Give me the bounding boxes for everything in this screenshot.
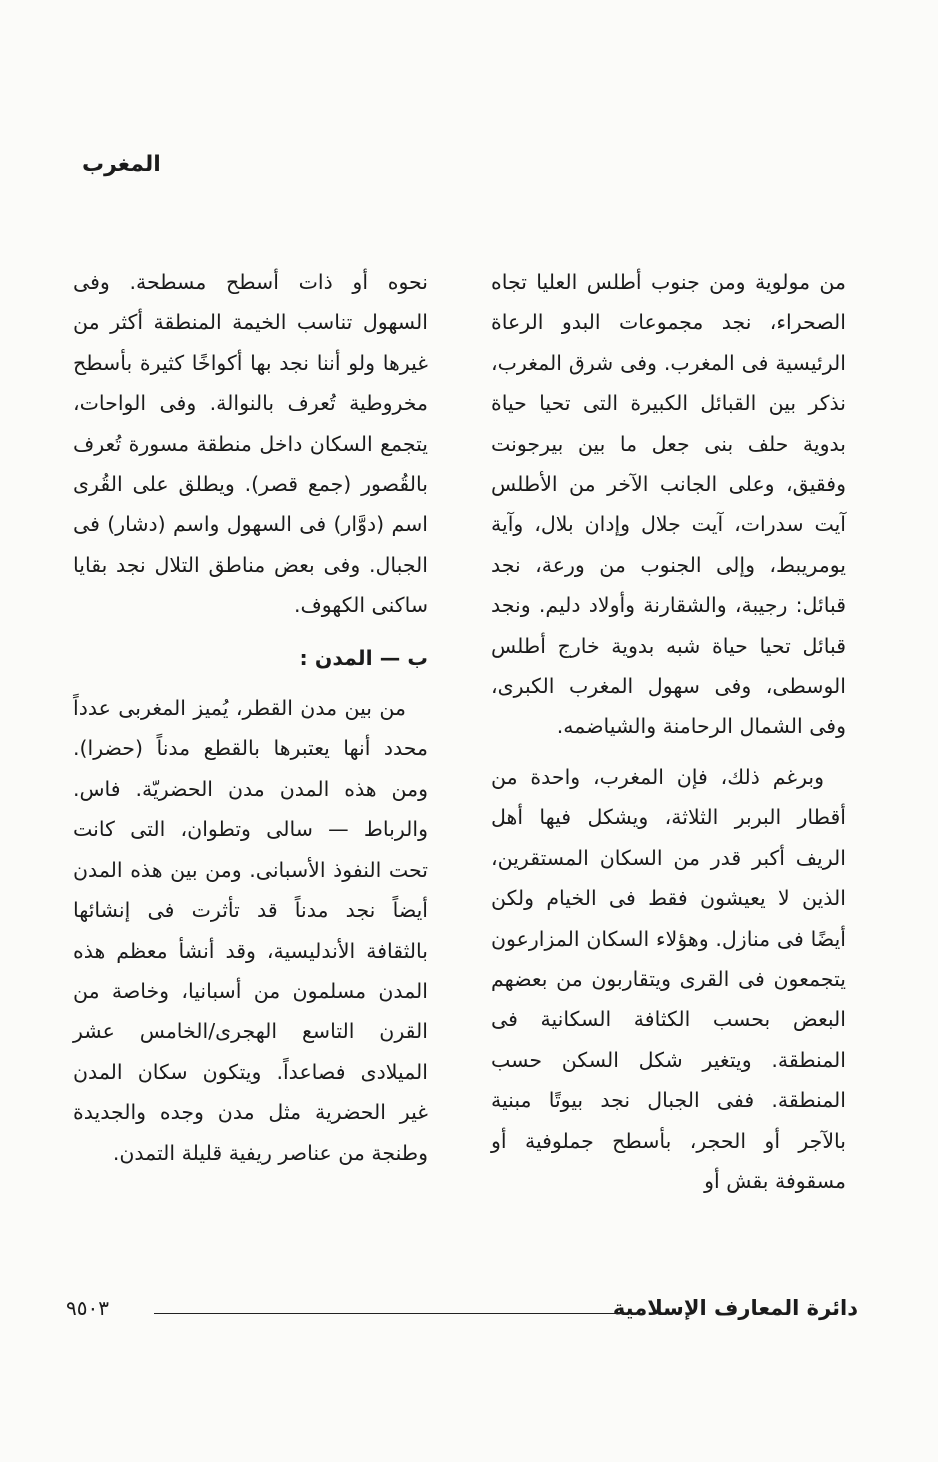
footer-rule <box>154 1313 626 1314</box>
right-column <box>491 262 846 1201</box>
page-number: ٩٥٠٣ <box>66 1296 109 1320</box>
paragraph: وبرغم ذلك، فإن المغرب، واحدة من أقطار البربر الثلاثة، ويشكل فيها أهل الريف أكبر قدر من السكان المستقرين، الذين لا يعيشون فقط فى الخيام ولكن أيضًا فى منازل. وهؤلاء السكان المزارعون يتجمعون فى القرى ويتقاربون من بعضهم البعض بحسب الكثافة السكانية فى المنطقة. ويتغير شكل السكن حسب المنطقة. ففى الجبال نجد بيوتًا مبنية بالآجر أو الحجر، بأسطح جملوفية أو مسقوفة بقش أو <box>491 764 846 1193</box>
page-footer <box>66 1296 858 1330</box>
left-column <box>73 262 428 1173</box>
journal-title: دائرة المعارف الإسلامية <box>612 1296 858 1320</box>
paragraph: من مولوية ومن جنوب أطلس العليا تجاه الصحراء، نجد مجموعات البدو الرعاة الرئيسية فى المغرب. وفى شرق المغرب، نذكر بين القبائل الكبيرة التى تحيا حياة بدوية حلف بنى جعل ما بين بيرجونت وفقيق، وعلى الجانب الآخر من الأطلس آيت سدرات، آيت جلال وإدان بلال، وآية يومريبط، وإلى الجنوب من ورعة، نجد قبائل: رجيبة، والشقارنة وأولاد دليم. ونجد قبائل تحيا حياة شبه بدوية خارج أطلس الوسطى، وفى سهول المغرب الكبرى، وفى الشمال الرحامنة والشياضمه. <box>491 270 846 739</box>
running-title: المغرب <box>82 152 161 177</box>
paragraph: نحوه أو ذات أسطح مسطحة. وفى السهول تناسب الخيمة المنطقة أكثر من غيرها ولو أننا نجد بها أكواخًا كثيرة بأسطح مخروطية تُعرف بالنوالة. وفى الواحات، يتجمع السكان داخل منطقة مسورة تُعرف بالقُصور (جمع قصر). ويطلق على القُرى اسم (دوَّار) فى السهول واسم (دشار) فى الجبال. وفى بعض مناطق التلال نجد بقايا ساكنى الكهوف. <box>73 270 428 618</box>
paragraph: من بين مدن القطر، يُميز المغربى عدداً محدد أنها يعتبرها بالقطع مدناً (حضرا). ومن هذه المدن مدن الحضريّة. فاس. والرباط — سالى وتطوان، التى كانت تحت النفوذ الأسبانى. ومن بين هذه المدن أيضاً نجد مدناً قد تأثرت فى إنشائها بالثقافة الأندليسية، وقد أنشأ معظم هذه المدن مسلمون من أسبانيا، وخاصة من القرن التاسع الهجرى/الخامس عشر الميلادى فصاعداً. ويتكون سكان المدن غير الحضرية مثل مدن وجده والجديدة وطنجة من عناصر ريفية قليلة التمدن. <box>73 696 428 1165</box>
section-heading: ب — المدن : <box>299 645 428 670</box>
